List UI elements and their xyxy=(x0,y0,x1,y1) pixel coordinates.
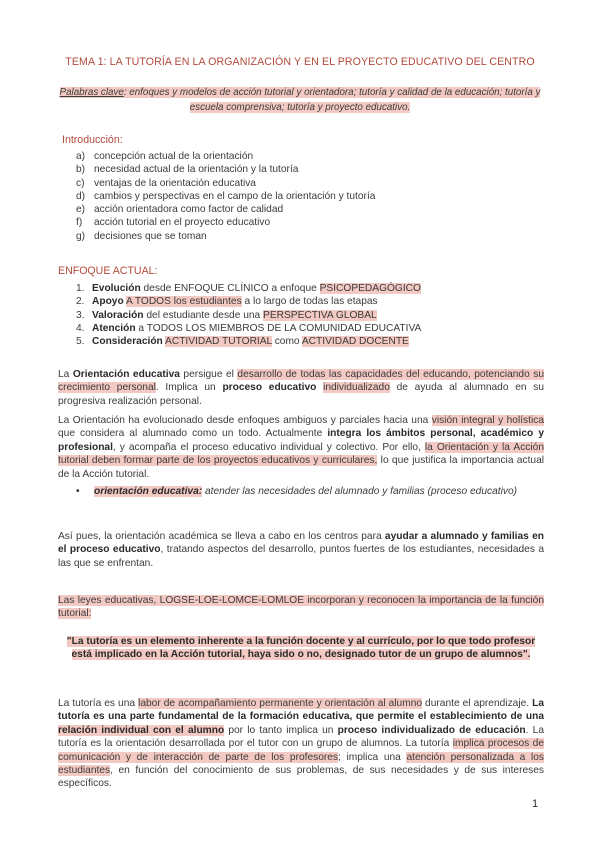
list-item: f) acción tutorial en el proyecto educativo xyxy=(76,217,271,229)
keywords-label: Palabras clave xyxy=(59,87,124,98)
paragraph-orientacion: La Orientación educativa persigue el desarrollo de todas las capacidades del educando, potenciando su crecimiento personal. Implica un proceso educativo individualizado de ayuda al alumnado en su progresiva realización personal. xyxy=(58,369,545,407)
intro-heading: Introducción: xyxy=(62,134,123,146)
paragraph-tutoria: La tutoría es una labor de acompañamiento permanente y orientación al alumno durante el aprendizaje. La tutoría es una parte fundamental de la formación educativa, que permite el establecimiento de una relación individual con el alumno por lo tanto implica un proceso individualizado de educación. La tutoría es la orientación desarrollada por el tutor con un grupo de alumnos. La tutoría implica procesos de comunicación y de interacción de parte de los profesores; implica una atención personalizada a los estudiantes, en función del conocimiento de sus problemas, de sus necesidades y de sus intereses específicos. xyxy=(58,698,545,790)
list-item: 2. Apoyo A TODOS los estudiantes a lo largo de todas las etapas xyxy=(76,296,378,308)
list-item: 4. Atención a TODOS LOS MIEMBROS DE LA COMUNIDAD EDUCATIVA xyxy=(76,322,422,334)
intro-list xyxy=(76,150,375,243)
list-item: d) cambios y perspectivas en el campo de la orientación y tutoría xyxy=(76,190,376,202)
keywords-line xyxy=(56,86,544,115)
document-title: TEMA 1: LA TUTORÍA EN LA ORGANIZACIÓN Y EN EL PROYECTO EDUCATIVO DEL CENTRO xyxy=(65,56,535,68)
enfoque-list xyxy=(76,282,421,348)
paragraph-leyes: Las leyes educativas, LOGSE-LOE-LOMCE-LOMLOE incorporan y reconocen la importancia de la función tutorial: xyxy=(58,595,544,620)
list-item: e) acción orientadora como factor de calidad xyxy=(76,204,284,216)
list-item: a) concepción actual de la orientación xyxy=(76,151,254,162)
paragraph-evolucion: La Orientación ha evolucionado desde enfoques ambiguos y parciales hacia una visión integral y holística que considera al alumnado como un todo. Actualmente integra los ámbitos personal, académico y profesional, y acompaña el proceso educativo individual y colectivo. Por ello, la Orientación y la Acción tutorial deben formar parte de los proyectos educativos y curriculares, lo que justifica la importancia actual de la Acción tutorial. xyxy=(58,415,545,480)
list-item: 5. Consideración ACTIVIDAD TUTORIAL como ACTIVIDAD DOCENTE xyxy=(76,336,409,348)
list-item: b) necesidad actual de la orientación y la tutoría xyxy=(76,164,299,176)
enfoque-heading: ENFOQUE ACTUAL: xyxy=(58,265,158,277)
keywords-text: : enfoques y modelos de acción tutorial y orientadora; tutoría y calidad de la educación; tutoría y escuela comprensiva; tutoría y proyecto educativo. xyxy=(123,87,541,113)
list-item: 1. Evolución desde ENFOQUE CLÍNICO a enfoque PSICOPEDAGÓGICO xyxy=(76,283,421,294)
list-item: 3. Valoración del estudiante desde una PERSPECTIVA GLOBAL xyxy=(76,309,377,321)
paragraph-orientacion-academica: Así pues, la orientación académica se lleva a cabo en los centros para ayudar a alumnado y familias en el proceso educativo, tratando aspectos del desarrollo, puntos fuertes de los estudiantes, necesidades a las que se enfrentan. xyxy=(58,531,544,569)
bullet-item: • orientación educativa: atender las necesidades del alumnado y familias (proceso educativo) xyxy=(76,486,517,497)
quote-tutoria: "La tutoría es un elemento inherente a la función docente y al currículo, por lo que todo profesor está implicado en la Acción tutorial, haya sido o no, designado tutor de un grupo de alumnos". xyxy=(66,636,536,661)
list-item: g) decisiones que se toman xyxy=(76,230,207,242)
bullet-dot: • xyxy=(76,486,80,497)
page-number: 1 xyxy=(532,798,539,810)
list-item: c) ventajas de la orientación educativa xyxy=(76,177,256,189)
